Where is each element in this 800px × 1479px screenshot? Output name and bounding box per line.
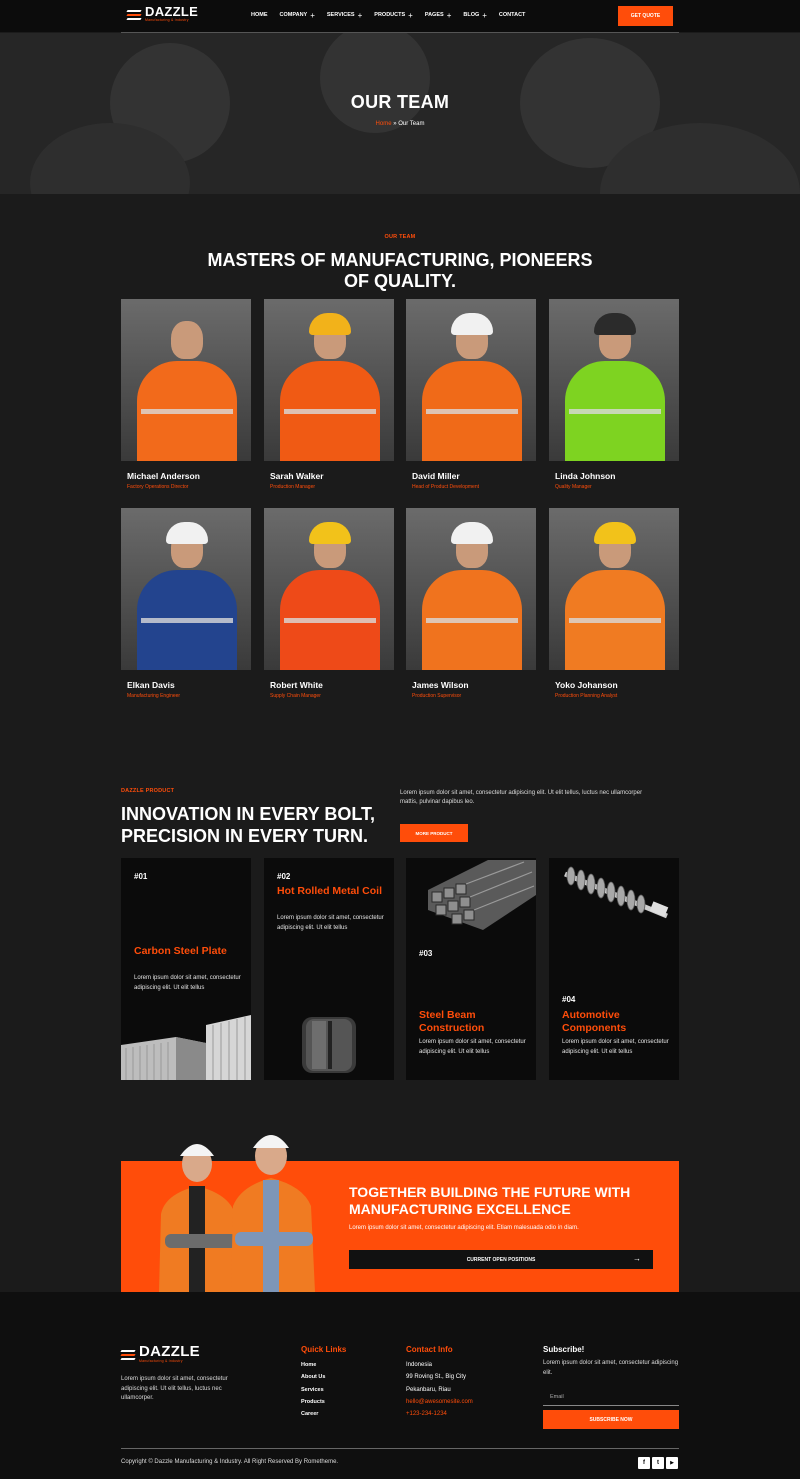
product-description: Lorem ipsum dolor sit amet, consectetur adipiscing elit. Ut elit tellus, luctus nec ullamcorper mattis, pulvinar dapibus leo. (400, 790, 643, 805)
team-member-card[interactable] (121, 508, 251, 699)
breadcrumb-home-link[interactable]: Home (375, 121, 392, 127)
product-card-hot-rolled-coil[interactable] (264, 858, 394, 1080)
team-member-role: Factory Operations Director (127, 484, 189, 490)
product-heading: INNOVATION IN EVERY BOLT, PRECISION IN EVERY TURN. (121, 804, 376, 846)
contact-phone-link[interactable]: +123-234-1234 (406, 1411, 447, 1418)
contact-info-title: Contact Info (406, 1345, 453, 1354)
team-heading: MASTERS OF MANUFACTURING, PIONEERS OF QUALITY. (207, 250, 593, 291)
team-member-role: Quality Manager (555, 484, 592, 490)
product-section-label: DAZZLE PRODUCT (121, 788, 175, 794)
footer-divider (121, 1448, 679, 1449)
cta-title: TOGETHER BUILDING THE FUTURE WITH MANUFACTURING EXCELLENCE (349, 1184, 631, 1217)
product-title[interactable]: Carbon Steel Plate (134, 945, 227, 957)
team-member-role: Production Planning Analyst (555, 693, 618, 699)
product-text: Lorem ipsum dolor sit amet, consectetur adipiscing elit. Ut elit tellus (562, 1039, 669, 1055)
team-member-card[interactable] (406, 508, 536, 699)
team-member-card[interactable] (264, 299, 394, 490)
nav-item-products[interactable]: PRODUCTS + (374, 10, 413, 20)
arrow-right-icon: → (633, 1254, 641, 1263)
team-member-name[interactable]: James Wilson (412, 680, 469, 690)
team-member-role: Head of Product Development (412, 484, 479, 490)
footer-link-about[interactable]: About Us (301, 1374, 326, 1381)
team-member-name[interactable]: Michael Anderson (127, 471, 200, 481)
page-hero (0, 33, 800, 194)
nav-item-home[interactable]: HOME (251, 12, 268, 18)
metal-coil-image (298, 1013, 360, 1077)
cta-button-label: CURRENT OPEN POSITIONS (466, 1256, 536, 1263)
team-member-card[interactable] (549, 299, 679, 490)
workers-image (151, 1124, 321, 1292)
site-header (0, 0, 800, 32)
team-member-photo (121, 299, 251, 461)
nav-item-blog[interactable]: BLOG + (463, 10, 487, 20)
product-number: #04 (562, 995, 576, 1004)
team-member-card[interactable] (121, 299, 251, 490)
team-member-role: Supply Chain Manager (270, 693, 321, 699)
team-member-card[interactable] (264, 508, 394, 699)
product-card-automotive-components[interactable] (549, 858, 679, 1080)
team-member-name[interactable]: Elkan Davis (127, 680, 175, 690)
site-logo[interactable] (127, 6, 198, 23)
quick-links-list (301, 1359, 325, 1420)
team-member-photo (549, 299, 679, 461)
product-title[interactable]: Hot Rolled Metal Coil (277, 885, 382, 897)
plus-icon: + (408, 10, 413, 20)
logo-subtitle: Manufacturing & Industry (145, 18, 189, 22)
contact-city: Pekanbaru, Riau (406, 1386, 451, 1393)
logo-mark-icon (127, 9, 141, 21)
product-text: Lorem ipsum dolor sit amet, consectetur adipiscing elit. Ut elit tellus (277, 915, 384, 931)
product-title[interactable]: Automotive Components (562, 1009, 627, 1034)
nav-item-services[interactable]: SERVICES + (326, 10, 363, 20)
footer-link-services[interactable]: Services (301, 1386, 324, 1393)
logo-subtitle: Manufacturing & Industry (139, 1359, 183, 1363)
team-member-photo (264, 508, 394, 670)
logo-mark-icon (121, 1349, 135, 1361)
product-card-steel-beam[interactable] (406, 858, 536, 1080)
product-text: Lorem ipsum dolor sit amet, consectetur adipiscing elit. Ut elit tellus (134, 975, 241, 991)
team-section-label: OUR TEAM (384, 234, 416, 240)
contact-street: 99 Roving St., Big City (406, 1374, 467, 1381)
breadcrumb-current: Our Team (398, 121, 425, 127)
team-member-role: Production Manager (270, 484, 316, 490)
logo-text: DAZZLE (139, 1343, 200, 1360)
subscribe-now-button[interactable]: SUBSCRIBE NOW (543, 1410, 679, 1429)
team-member-name[interactable]: Sarah Walker (270, 471, 324, 481)
footer-link-career[interactable]: Career (301, 1411, 319, 1418)
subscribe-title: Subscribe! (543, 1345, 585, 1354)
team-member-photo (549, 508, 679, 670)
breadcrumb (0, 121, 800, 127)
subscribe-text: Lorem ipsum dolor sit amet, consectetur adipiscing elit. (543, 1360, 679, 1376)
breadcrumb-separator: » (391, 121, 399, 127)
product-text: Lorem ipsum dolor sit amet, consectetur adipiscing elit. Ut elit tellus (419, 1039, 526, 1055)
team-member-photo (406, 299, 536, 461)
footer-logo[interactable] (121, 1345, 200, 1364)
footer-link-products[interactable]: Products (301, 1398, 325, 1405)
auger-shaft-image (559, 864, 671, 922)
footer-link-home[interactable]: Home (301, 1362, 317, 1368)
nav-item-company[interactable]: COMPANY + (279, 10, 315, 20)
page-title: OUR TEAM (350, 92, 450, 112)
plus-icon: + (482, 10, 487, 20)
team-member-photo (406, 508, 536, 670)
plus-icon: + (310, 10, 315, 20)
logo-text: DAZZLE (145, 4, 199, 19)
nav-item-contact[interactable]: CONTACT (498, 12, 526, 18)
current-open-positions-button[interactable] (349, 1250, 653, 1269)
team-member-photo (121, 508, 251, 670)
more-product-button[interactable]: MORE PRODUCT (400, 824, 468, 842)
email-input[interactable]: Email (543, 1387, 679, 1406)
team-member-name[interactable]: Linda Johnson (555, 471, 616, 481)
product-number: #03 (419, 949, 433, 958)
product-card-carbon-steel-plate[interactable] (121, 858, 251, 1080)
twitter-icon[interactable]: t (652, 1457, 664, 1469)
contact-country: Indonesia (406, 1362, 433, 1368)
main-nav (251, 12, 537, 18)
team-member-role: Manufacturing Engineer (127, 693, 181, 699)
team-member-name[interactable]: David Miller (412, 471, 460, 481)
product-title[interactable]: Steel Beam Construction (419, 1009, 485, 1034)
product-number: #02 (277, 872, 291, 881)
cta-text: Lorem ipsum dolor sit amet, consectetur adipiscing elit. Etiam malesuada odio in diam. (349, 1225, 579, 1231)
team-member-role: Production Supervisor (412, 693, 462, 699)
product-number: #01 (134, 872, 148, 881)
copyright-text: Copyright © Dazzle Manufacturing & Industry. All Right Reserved By Rometheme. (121, 1459, 339, 1465)
team-member-name[interactable]: Robert White (270, 680, 323, 690)
quick-links-title: Quick Links (301, 1345, 347, 1354)
team-member-card[interactable] (406, 299, 536, 490)
team-member-photo (264, 299, 394, 461)
team-member-card[interactable] (549, 508, 679, 699)
plus-icon: + (357, 10, 363, 20)
get-quote-button[interactable]: GET QUOTE (618, 6, 673, 26)
facebook-icon[interactable]: f (638, 1457, 650, 1469)
site-footer (0, 1292, 800, 1479)
team-member-name[interactable]: Yoko Johanson (555, 680, 618, 690)
plus-icon: + (446, 10, 452, 20)
steel-plate-image (121, 1013, 251, 1080)
steel-beams-image (428, 860, 536, 932)
youtube-icon[interactable]: ▶ (666, 1457, 678, 1469)
careers-banner (121, 1161, 679, 1292)
contact-email-link[interactable]: hello@awesomesite.com (406, 1398, 473, 1405)
nav-item-pages[interactable]: PAGES + (424, 10, 452, 20)
contact-info (406, 1359, 473, 1420)
footer-about: Lorem ipsum dolor sit amet, consectetur adipiscing elit. Ut elit tellus, luctus nec ullamcorper. (121, 1376, 228, 1401)
